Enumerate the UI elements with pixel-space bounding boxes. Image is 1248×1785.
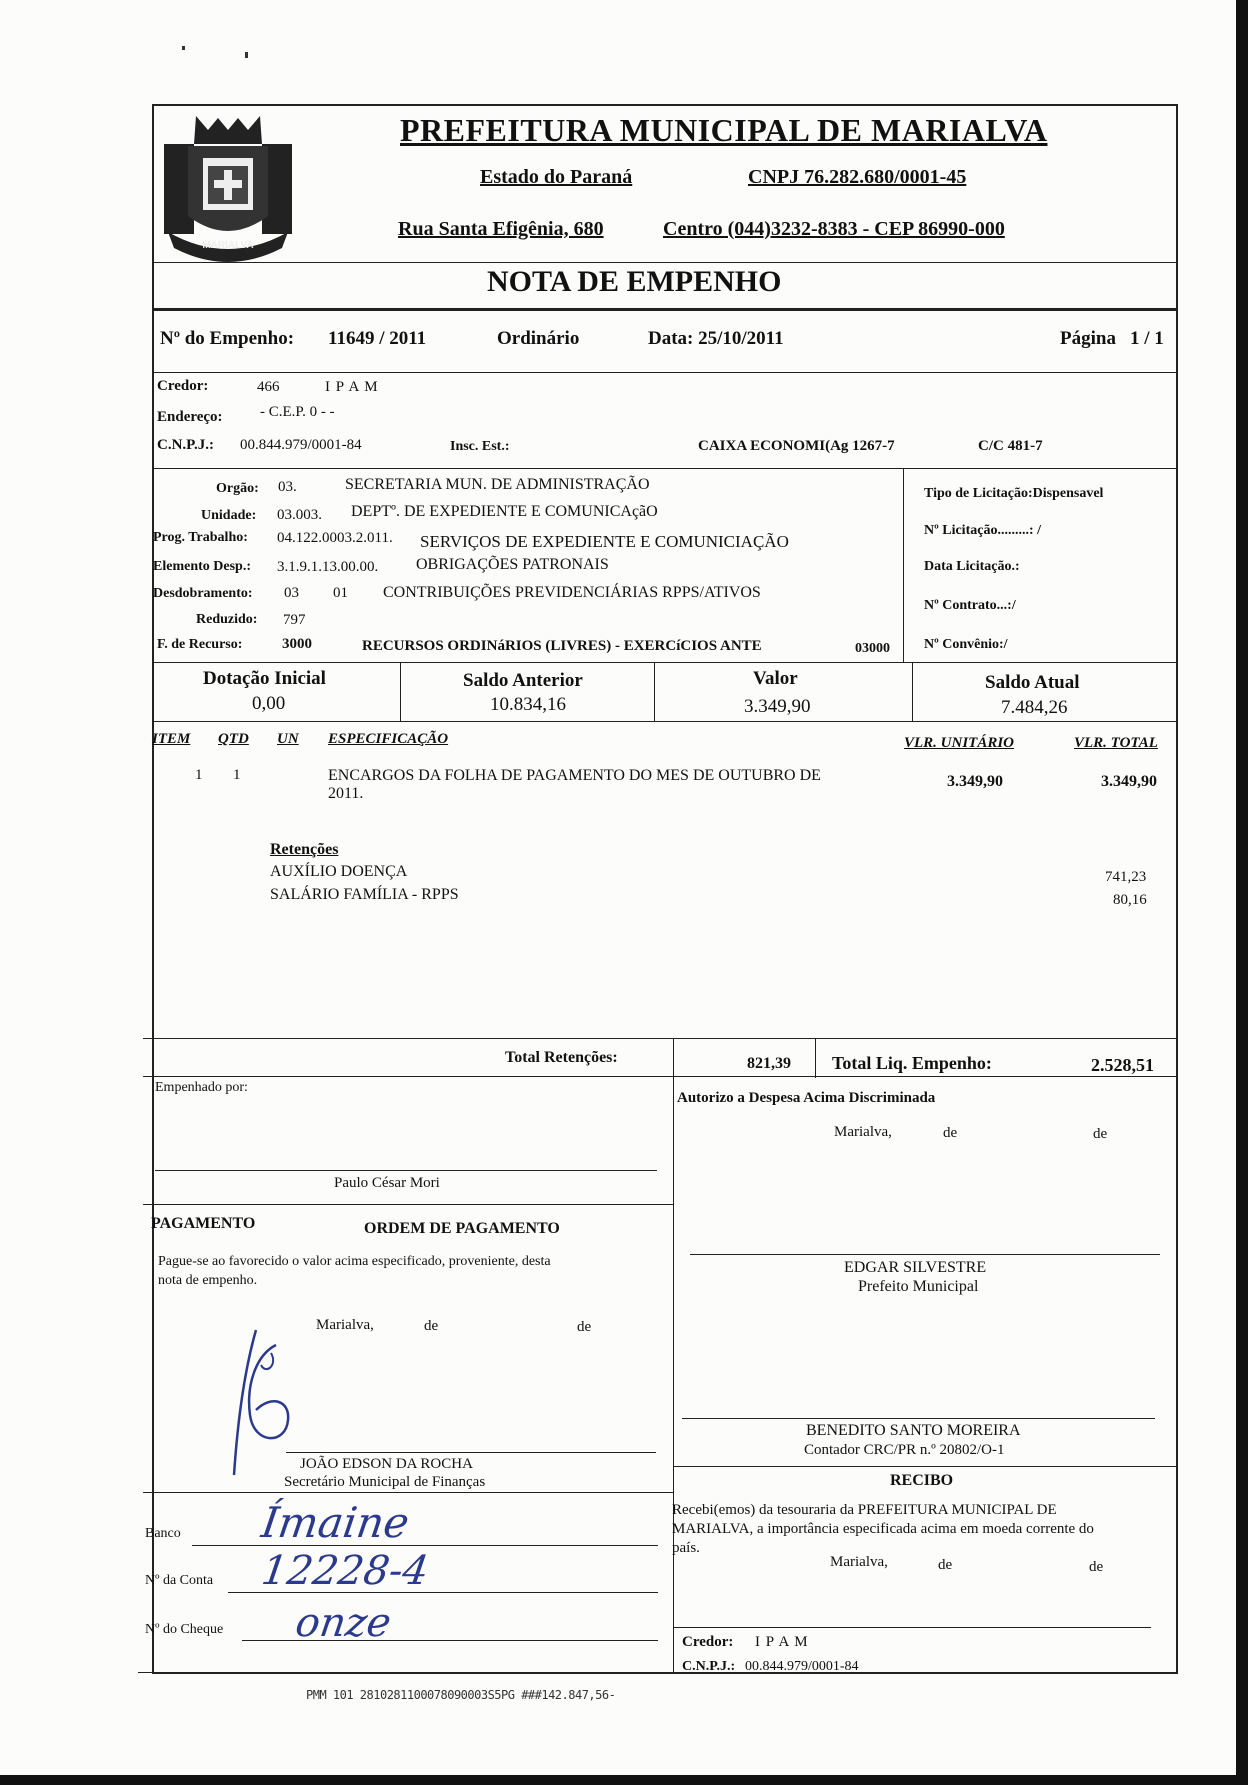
- conta-handwritten: 12228-4: [258, 1548, 432, 1594]
- scan-speck: [182, 46, 185, 50]
- secretario-role: Secretário Municipal de Finanças: [284, 1474, 486, 1490]
- autorizo-title: Autorizo a Despesa Acima Discriminada: [677, 1090, 936, 1106]
- divider: [673, 1466, 1178, 1467]
- col-header-qtd: QTD: [218, 731, 249, 747]
- retencao-salario-label: SALÁRIO FAMÍLIA - RPPS: [270, 886, 459, 903]
- recibo-title: RECIBO: [890, 1472, 954, 1489]
- divider: [903, 468, 904, 662]
- cheque-handwritten: onze: [292, 1600, 394, 1646]
- divider: [400, 662, 401, 721]
- reduzido-value: 797: [283, 612, 306, 628]
- scan-bottom-bar: [0, 1775, 1248, 1785]
- divider: [912, 662, 913, 721]
- district-phone: Centro (044)3232-8383 - CEP 86990-000: [663, 218, 1005, 240]
- divider: [654, 662, 655, 721]
- row-vlr-total: 3.349,90: [1101, 773, 1157, 790]
- numero-contrato: Nº Contrato...:/: [924, 598, 1016, 613]
- divider: [143, 1076, 1178, 1077]
- fonte-recurso-label: F. de Recurso:: [157, 637, 243, 652]
- divider: [143, 1492, 673, 1493]
- orgao-desc: SECRETARIA MUN. DE ADMINISTRAÇÃO: [345, 476, 650, 493]
- total-retencoes-value: 821,39: [747, 1055, 791, 1072]
- row-item: 1: [195, 767, 203, 783]
- col-header-especificacao: ESPECIFICAÇÃO: [328, 731, 449, 747]
- empenho-date: Data: 25/10/2011: [648, 328, 784, 349]
- prog-trabalho-desc: SERVIÇOS DE EXPEDIENTE E COMUNICIAÇÃO: [420, 532, 789, 551]
- prefeito-role: Prefeito Municipal: [858, 1278, 979, 1295]
- total-liquido-value: 2.528,51: [1091, 1055, 1154, 1075]
- reduzido-label: Reduzido:: [196, 612, 258, 627]
- autorizo-de2: de: [1093, 1126, 1108, 1142]
- elemento-label: Elemento Desp.:: [153, 559, 251, 574]
- page-number: 1 / 1: [1130, 328, 1164, 349]
- saldo-atual-value: 7.484,26: [1001, 697, 1068, 718]
- credor-name: I P A M: [325, 379, 379, 395]
- signature-line: [690, 1254, 1160, 1255]
- row-desc-line1: ENCARGOS DA FOLHA DE PAGAMENTO DO MES DE OUTUBRO DE: [328, 767, 821, 784]
- cnpj-value: 00.844.979/0001-84: [240, 437, 362, 453]
- saldo-atual-label: Saldo Atual: [985, 672, 1080, 693]
- col-header-vlr-total: VLR. TOTAL: [1074, 735, 1158, 751]
- desdobramento-desc: CONTRIBUIÇÕES PREVIDENCIÁRIAS RPPS/ATIVOS: [383, 584, 761, 601]
- saldo-anterior-value: 10.834,16: [490, 694, 566, 715]
- state-label: Estado do Paraná: [480, 166, 633, 188]
- autorizo-city: Marialva,: [834, 1124, 892, 1140]
- retencao-auxilio-value: 741,23: [1105, 869, 1147, 885]
- recibo-de1: de: [938, 1557, 953, 1573]
- secretario-name: JOÃO EDSON DA ROCHA: [300, 1456, 473, 1472]
- orgao-code: 03.: [278, 479, 297, 495]
- desdobramento-label: Desdobramento:: [153, 586, 253, 601]
- empenho-type: Ordinário: [497, 328, 580, 349]
- dotacao-label: Dotação Inicial: [203, 668, 326, 689]
- pagamento-city: Marialva,: [316, 1317, 374, 1333]
- empenhado-por-label: Empenhado por:: [155, 1080, 248, 1095]
- numero-conta-label: Nº da Conta: [145, 1573, 214, 1588]
- divider: [152, 308, 1178, 311]
- scan-edge-bar: [1236, 0, 1248, 1785]
- divider: [152, 372, 1178, 373]
- retencao-salario-value: 80,16: [1113, 892, 1147, 908]
- scan-speck: [245, 52, 248, 58]
- banco-handwritten: Ímaine: [258, 1498, 413, 1547]
- contador-name: BENEDITO SANTO MOREIRA: [806, 1422, 1021, 1439]
- empenho-number: 11649 / 2011: [328, 328, 427, 349]
- numero-licitacao: Nº Licitação.........: /: [924, 523, 1041, 538]
- municipal-crest-icon: [158, 106, 298, 262]
- unidade-label: Unidade:: [201, 508, 257, 523]
- credor-label: Credor:: [157, 378, 209, 394]
- data-licitacao: Data Licitação.:: [924, 559, 1020, 574]
- signature-line: [286, 1452, 656, 1453]
- recibo-credor-value: I P A M: [755, 1634, 809, 1650]
- cnpj-label: C.N.P.J.:: [157, 437, 214, 453]
- retencoes-title: Retenções: [270, 841, 339, 858]
- pagamento-text-line1: Pague-se ao favorecido o valor acima especificado, proveniente, desta: [158, 1254, 551, 1269]
- row-qtd: 1: [233, 767, 241, 783]
- numero-convenio: Nº Convênio:/: [924, 637, 1008, 652]
- recibo-text-line1: Recebi(emos) da tesouraria da PREFEITURA MUNICIPAL DE: [672, 1502, 1057, 1518]
- fonte-recurso-desc: RECURSOS ORDINáRIOS (LIVRES) - EXERCíCIOS ANTE: [362, 638, 762, 654]
- recibo-credor-label: Credor:: [682, 1634, 734, 1650]
- divider: [152, 468, 1178, 469]
- municipality-title: PREFEITURA MUNICIPAL DE MARIALVA: [400, 112, 1048, 148]
- contador-role: Contador CRC/PR n.º 20802/O-1: [804, 1442, 1005, 1458]
- street-address: Rua Santa Efigênia, 680: [398, 218, 604, 240]
- pagamento-de1: de: [424, 1318, 439, 1334]
- unidade-desc: DEPTº. DE EXPEDIENTE E COMUNICAçãO: [351, 503, 658, 520]
- recibo-text-line2: MARIALVA, a importância especificada acima em moeda corrente do: [672, 1521, 1094, 1537]
- retencao-auxilio-label: AUXÍLIO DOENÇA: [270, 863, 408, 880]
- insc-est-label: Insc. Est.:: [450, 439, 510, 454]
- valor-label: Valor: [753, 668, 798, 689]
- signature-line: [682, 1418, 1155, 1419]
- divider: [152, 662, 1178, 663]
- svg-text:MARIALVA: MARIALVA: [202, 240, 254, 251]
- saldo-anterior-label: Saldo Anterior: [463, 670, 583, 691]
- valor-value: 3.349,90: [744, 696, 811, 717]
- col-header-un: UN: [277, 731, 299, 747]
- desdobramento-code2: 01: [333, 585, 348, 601]
- bank-info: CAIXA ECONOMI(Ag 1267-7: [698, 438, 895, 454]
- divider: [152, 262, 1178, 263]
- pagamento-label: PAGAMENTO: [151, 1215, 256, 1232]
- tipo-licitacao: Tipo de Licitação:Dispensavel: [924, 486, 1104, 501]
- col-header-vlr-unitario: VLR. UNITÁRIO: [904, 735, 1015, 751]
- page-label: Página: [1060, 328, 1116, 349]
- prog-trabalho-label: Prog. Trabalho:: [153, 530, 248, 545]
- prog-trabalho-code: 04.122.0003.2.011.: [277, 530, 393, 546]
- dotacao-value: 0,00: [252, 693, 286, 714]
- divider: [143, 1204, 673, 1205]
- numero-cheque-label: Nº do Cheque: [145, 1622, 224, 1637]
- empenhado-por-name: Paulo César Mori: [334, 1175, 440, 1191]
- endereco-label: Endereço:: [157, 409, 223, 425]
- handwritten-signature: [216, 1325, 306, 1485]
- recibo-cnpj-label: C.N.P.J.:: [682, 1659, 736, 1674]
- col-header-item: ITEM: [152, 731, 191, 747]
- orgao-label: Orgão:: [216, 481, 259, 496]
- autorizo-de1: de: [943, 1125, 958, 1141]
- ordem-pagamento-title: ORDEM DE PAGAMENTO: [364, 1220, 560, 1237]
- recibo-text-line3: país.: [672, 1540, 700, 1556]
- prefeito-name: EDGAR SILVESTRE: [844, 1259, 987, 1276]
- divider: [138, 1672, 678, 1673]
- total-liquido-label: Total Liq. Empenho:: [832, 1053, 992, 1073]
- recibo-de2: de: [1089, 1559, 1104, 1575]
- signature-line: [155, 1170, 657, 1171]
- document-title: NOTA DE EMPENHO: [487, 265, 782, 298]
- signature-line: [673, 1627, 1151, 1628]
- recibo-city: Marialva,: [830, 1554, 888, 1570]
- conta-corrente: C/C 481-7: [978, 438, 1043, 454]
- pagamento-de2: de: [577, 1319, 592, 1335]
- divider: [152, 721, 1178, 722]
- recibo-cnpj-value: 00.844.979/0001-84: [745, 1659, 859, 1674]
- footer-code: PMM 101 2810281100078090003S5PG ###142.847,56-: [306, 1688, 616, 1702]
- total-retencoes-label: Total Retenções:: [505, 1049, 618, 1066]
- row-vlr-unitario: 3.349,90: [947, 773, 1003, 790]
- banco-label: Banco: [145, 1526, 181, 1541]
- cnpj-header: CNPJ 76.282.680/0001-45: [748, 166, 967, 188]
- divider: [143, 1038, 1178, 1039]
- row-desc-line2: 2011.: [328, 785, 364, 802]
- endereco-value: - C.E.P. 0 - -: [260, 404, 335, 420]
- fonte-recurso-code: 3000: [282, 636, 312, 652]
- credor-code: 466: [257, 379, 280, 395]
- divider: [815, 1038, 816, 1078]
- unidade-code: 03.003.: [277, 507, 322, 523]
- divider: [673, 1038, 674, 1672]
- elemento-desc: OBRIGAÇÕES PATRONAIS: [416, 556, 609, 573]
- pagamento-text-line2: nota de empenho.: [158, 1273, 258, 1288]
- desdobramento-code1: 03: [284, 585, 299, 601]
- empenho-label: Nº do Empenho:: [160, 328, 295, 349]
- fonte-recurso-number: 03000: [855, 641, 890, 656]
- elemento-code: 3.1.9.1.13.00.00.: [277, 559, 379, 575]
